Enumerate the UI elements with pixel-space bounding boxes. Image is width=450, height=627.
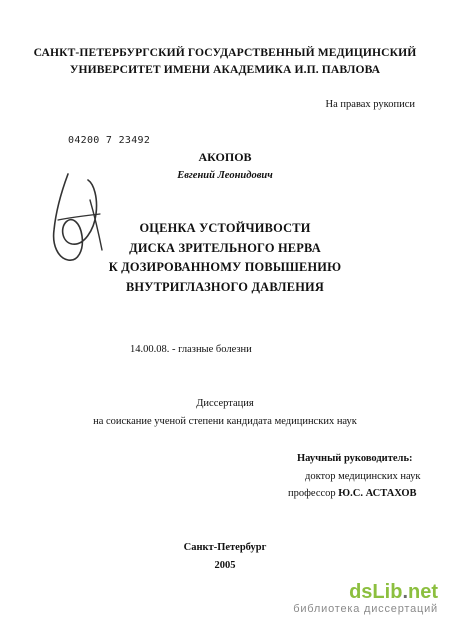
author-name: Евгений Леонидович [177,170,273,181]
watermark-logo-dot: . [402,581,408,603]
title-line-4: ВНУТРИГЛАЗНОГО ДАВЛЕНИЯ [125,280,325,294]
supervisor-line [288,488,417,499]
institution-line-2: УНИВЕРСИТЕТ ИМЕНИ АКАДЕМИКА И.П. ПАВЛОВА [69,63,381,76]
supervisor-name: Ю.С. АСТАХОВ [338,488,417,499]
supervisor-heading: Научный руководитель: [297,453,413,464]
author-surname: АКОПОВ [198,150,252,164]
city: Санкт-Петербург [183,542,267,553]
dissertation-subtitle: на соискание ученой степени кандидата медицинских наук [93,416,357,427]
dissertation-label: Диссертация [196,398,254,409]
watermark-logo-text [248,582,438,602]
rights-note: На правах рукописи [325,99,415,110]
title-line-1: ОЦЕНКА УСТОЙЧИВОСТИ [139,221,311,235]
watermark-logo-main: dsLib [349,581,403,603]
watermark-logo-tld: net [408,581,438,603]
title-line-3: К ДОЗИРОВАННОМУ ПОВЫШЕНИЮ [108,260,342,274]
watermark-tagline: библиотека диссертаций [293,603,438,615]
library-stamp-code: 04200 7 23492 [68,135,151,146]
institution-line-1: САНКТ-ПЕТЕРБУРГСКИЙ ГОСУДАРСТВЕННЫЙ МЕДИЦИНСКИЙ [33,46,417,59]
year: 2005 [214,560,236,571]
supervisor-degree: доктор медицинских наук [305,471,421,482]
specialty-code: 14.00.08. - глазные болезни [130,344,252,355]
title-line-2: ДИСКА ЗРИТЕЛЬНОГО НЕРВА [129,241,321,255]
supervisor-title-prefix: профессор [288,488,336,499]
watermark-logo [248,582,438,615]
